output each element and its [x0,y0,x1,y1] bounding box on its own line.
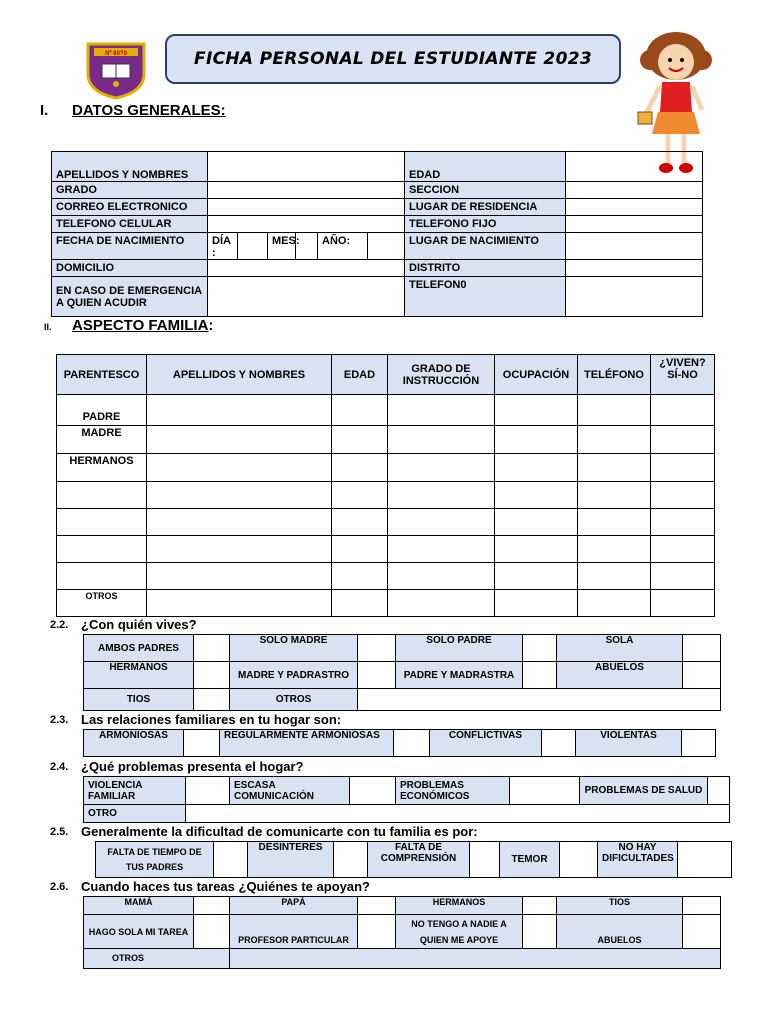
check-solo-padre[interactable] [523,635,557,662]
cell[interactable] [388,395,495,426]
cell[interactable] [651,536,715,563]
cell[interactable] [495,426,578,454]
dia-field[interactable] [238,233,268,260]
cell[interactable] [495,563,578,590]
cell[interactable] [578,536,651,563]
check-madre-padrastro[interactable] [358,662,396,689]
cell[interactable] [578,563,651,590]
label-lugar-nacimiento: LUGAR DE NACIMIENTO [405,233,566,260]
familia-table [56,354,715,617]
cell[interactable] [332,590,388,617]
q26-table [83,896,721,969]
q25-table [95,841,732,878]
cell[interactable] [388,454,495,482]
col-edad: EDAD [332,355,388,395]
q25-title: Generalmente la dificultad de comunicarte con tu familia es por: [81,824,478,839]
row-label: HERMANOS [57,454,147,482]
cell[interactable] [332,482,388,509]
q24-number: 2.4. [50,761,69,773]
cell[interactable] [651,454,715,482]
label-mes: MES: [268,233,296,260]
check-padre-madrastra[interactable] [523,662,557,689]
cell[interactable] [147,426,332,454]
otros-tarea-field[interactable] [230,949,721,969]
anio-field[interactable] [368,233,405,260]
q24-title: ¿Qué problemas presenta el hogar? [81,759,304,774]
q23-number: 2.3. [50,714,69,726]
cell[interactable] [388,509,495,536]
check-armoniosas[interactable] [184,730,220,757]
cell[interactable] [147,395,332,426]
cell[interactable] [651,426,715,454]
cell[interactable] [332,509,388,536]
label-grado: GRADO [52,182,208,199]
opt-papa: PAPÁ [230,897,358,915]
emergencia-field[interactable] [208,277,405,317]
cell[interactable] [651,590,715,617]
cell[interactable] [147,536,332,563]
domicilio-field[interactable] [208,260,405,277]
opt-hermanos: HERMANOS [84,662,194,689]
svg-text:Nº 80?0: Nº 80?0 [105,51,127,57]
label-emergencia: EN CASO DE EMERGENCIA A QUIEN ACUDIR [52,277,208,317]
check-economicos[interactable] [510,777,580,805]
check-violentas[interactable] [682,730,716,757]
cell[interactable] [651,509,715,536]
table-row [57,509,715,536]
check-escasa[interactable] [350,777,396,805]
opt-violentas: VIOLENTAS [576,730,682,757]
cell[interactable] [651,563,715,590]
table-row [57,395,715,426]
cell[interactable] [332,395,388,426]
title-box [165,34,621,84]
row-label: OTROS [57,590,147,617]
q26-number: 2.6. [50,881,69,893]
q25-number: 2.5. [50,826,69,838]
cell[interactable] [147,482,332,509]
opt-profesor: PROFESOR PARTICULAR [230,915,358,949]
school-logo [84,40,148,100]
row-label: PADRE [57,395,147,426]
q23-table [83,729,716,757]
section1-title: DATOS GENERALES: [72,102,226,119]
check-violencia[interactable] [186,777,230,805]
opt-tios: TIOS [84,689,194,711]
opt-comprension: FALTA DE COMPRENSIÓN [368,842,470,878]
cell[interactable] [495,454,578,482]
opt-economicos: PROBLEMAS ECONÓMICOS [396,777,510,805]
cell[interactable] [578,454,651,482]
col-parentesco: PARENTESCO [57,355,147,395]
cell[interactable] [578,395,651,426]
table-row [57,454,715,482]
cell[interactable] [147,509,332,536]
opt-otros: OTROS [230,689,358,711]
label-domicilio: DOMICILIO [52,260,208,277]
label-telefono0: TELEFON0 [405,277,566,317]
opt-otro: OTRO [84,805,186,823]
cell[interactable] [651,395,715,426]
q22-number: 2.2. [50,619,69,631]
opt-sola-tarea: HAGO SOLA MI TAREA [84,915,194,949]
cell[interactable] [332,563,388,590]
opt-nadie: NO TENGO A NADIE A QUIEN ME APOYE [396,915,523,949]
label-nacimiento: FECHA DE NACIMIENTO [52,233,208,260]
check-regularmente[interactable] [394,730,430,757]
check-profesor[interactable] [358,915,396,949]
cell[interactable] [147,563,332,590]
distrito-field[interactable] [566,260,703,277]
cell[interactable] [147,454,332,482]
cell[interactable] [388,563,495,590]
opt-padre-madrastra: PADRE Y MADRASTRA [396,662,523,689]
cell[interactable] [388,536,495,563]
label-edad: EDAD [405,152,566,182]
cell[interactable] [495,482,578,509]
cell[interactable] [578,509,651,536]
label-residencia: LUGAR DE RESIDENCIA [405,199,566,216]
cell[interactable] [57,563,147,590]
opt-conflictivas: CONFLICTIVAS [430,730,542,757]
table-row [57,482,715,509]
opt-solo-padre: SOLO PADRE [396,635,523,662]
grado-field[interactable] [208,182,405,199]
table-row [57,426,715,454]
check-tios[interactable] [194,689,230,711]
check-hermanos[interactable] [194,662,230,689]
check-comprension[interactable] [470,842,500,878]
label-distrito: DISTRITO [405,260,566,277]
opt-abuelos-tarea: ABUELOS [557,915,683,949]
check-papa[interactable] [358,897,396,915]
check-hermanos-tarea[interactable] [523,897,557,915]
opt-solo-madre: SOLO MADRE [230,635,358,662]
check-no-dificultades[interactable] [678,842,732,878]
cell[interactable] [495,395,578,426]
cell[interactable] [578,426,651,454]
check-tios-tarea[interactable] [683,897,721,915]
label-seccion: SECCION [405,182,566,199]
label-dia: DÍA : [208,233,238,260]
opt-no-dificultades: NO HAY DIFICULTADES [598,842,678,878]
row-label: MADRE [57,426,147,454]
opt-tios-tarea: TIOS [557,897,683,915]
otro-field[interactable] [186,805,730,823]
cell[interactable] [388,426,495,454]
check-mama[interactable] [194,897,230,915]
check-sola-tarea[interactable] [194,915,230,949]
q23-title: Las relaciones familiares en tu hogar son: [81,712,342,727]
opt-sola: SOLA [557,635,683,662]
cell[interactable] [332,426,388,454]
edad-field[interactable] [566,152,703,182]
col-apellidos: APELLIDOS Y NOMBRES [147,355,332,395]
cell[interactable] [388,590,495,617]
opt-temor: TEMOR [500,842,560,878]
section2-colon: : [208,317,214,334]
check-solo-madre[interactable] [358,635,396,662]
opt-falta-tiempo-label: FALTA DE TIEMPO DE TUS PADRES [107,846,202,872]
cell[interactable] [332,536,388,563]
section2-title: ASPECTO FAMILIA [72,317,209,334]
col-grado-instruccion: GRADO DE INSTRUCCIÓN [388,355,495,395]
celular-field[interactable] [208,216,405,233]
cell[interactable] [147,590,332,617]
col-viven: ¿VIVEN? SÍ-NO [651,355,715,395]
q26-title: Cuando haces tus tareas ¿Quiénes te apoyan? [81,879,370,894]
otros-field[interactable] [358,689,721,711]
check-nadie[interactable] [523,915,557,949]
cell[interactable] [578,482,651,509]
q22-table [83,634,721,711]
opt-abuelos: ABUELOS [557,662,683,689]
cell[interactable] [57,536,147,563]
label-correo: CORREO ELECTRONICO [52,199,208,216]
opt-desinteres: DESINTERES [248,842,334,878]
section2-number: II. [44,322,52,332]
lugar-nacimiento-field[interactable] [566,233,703,260]
cell[interactable] [651,482,715,509]
opt-otros-tarea: OTROS [84,949,230,969]
label-fijo: TELEFONO FIJO [405,216,566,233]
seccion-field[interactable] [566,182,703,199]
opt-escasa: ESCASA COMUNICACIÓN [230,777,350,805]
opt-regularmente: REGULARMENTE ARMONIOSAS [220,730,394,757]
opt-armoniosas: ARMONIOSAS [84,730,184,757]
check-sola[interactable] [683,635,721,662]
fijo-field[interactable] [566,216,703,233]
label-apellidos: APELLIDOS Y NOMBRES [52,152,208,182]
check-temor[interactable] [560,842,598,878]
opt-mama: MAMÁ [84,897,194,915]
col-ocupacion: OCUPACIÓN [495,355,578,395]
residencia-field[interactable] [566,199,703,216]
label-anio: AÑO: [318,233,368,260]
cell[interactable] [388,482,495,509]
opt-violencia: VIOLENCIA FAMILIAR [84,777,186,805]
check-abuelos-tarea[interactable] [683,915,721,949]
datos-generales-table [51,151,703,317]
opt-madre-padrastro: MADRE Y PADRASTRO [230,662,358,689]
cell[interactable] [57,482,147,509]
check-desinteres[interactable] [334,842,368,878]
col-telefono: TELÉFONO [578,355,651,395]
section2-heading [72,317,213,334]
q22-title: ¿Con quién vives? [81,617,197,632]
cell[interactable] [495,509,578,536]
cell[interactable] [495,536,578,563]
cell[interactable] [57,509,147,536]
apellidos-field[interactable] [208,152,405,182]
page-title: FICHA PERSONAL DEL ESTUDIANTE 2023 [194,49,592,69]
table-row [57,536,715,563]
opt-salud: PROBLEMAS DE SALUD [580,777,708,805]
label-celular: TELEFONO CELULAR [52,216,208,233]
table-row [57,563,715,590]
opt-ambos-padres: AMBOS PADRES [84,635,194,662]
telefono0-field[interactable] [566,277,703,317]
opt-hermanos-tarea: HERMANOS [396,897,523,915]
cell[interactable] [578,590,651,617]
q24-table [83,776,730,823]
cell[interactable] [495,590,578,617]
cell[interactable] [332,454,388,482]
check-ambos-padres[interactable] [194,635,230,662]
check-salud[interactable] [708,777,730,805]
check-abuelos[interactable] [683,662,721,689]
section1-number: I. [40,102,49,119]
table-row [57,590,715,617]
check-conflictivas[interactable] [542,730,576,757]
opt-falta-tiempo [96,842,214,878]
check-falta-tiempo[interactable] [214,842,248,878]
correo-field[interactable] [208,199,405,216]
